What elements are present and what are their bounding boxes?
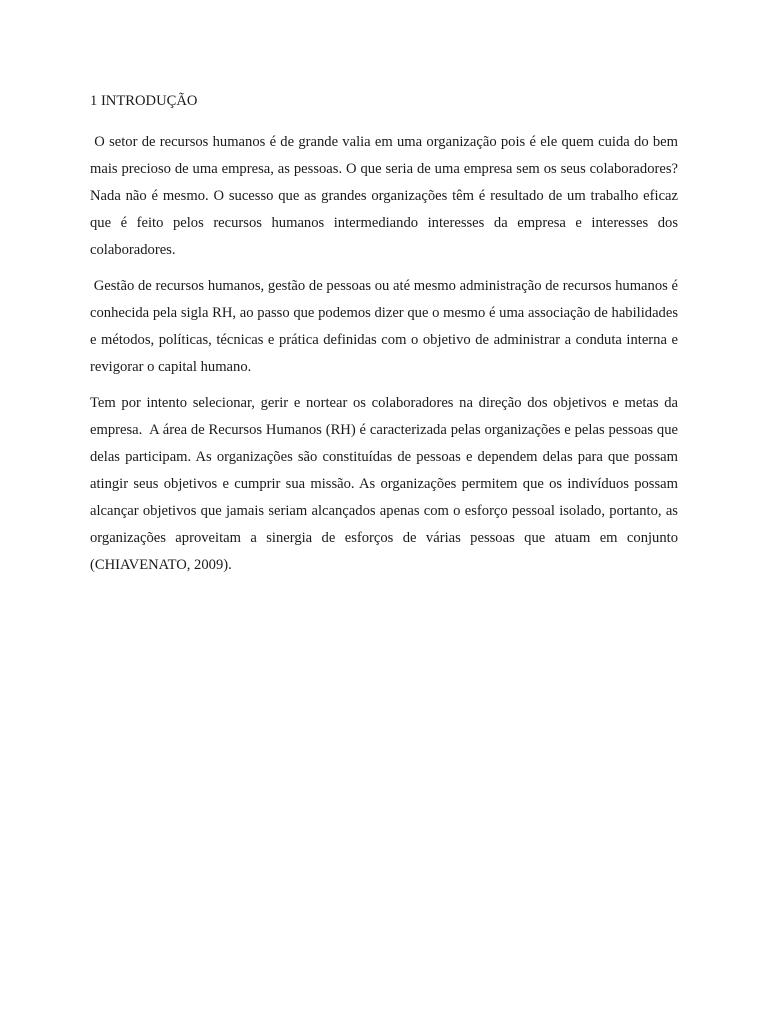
section-heading: 1 INTRODUÇÃO <box>90 93 198 109</box>
paragraph-3: Tem por intento selecionar, gerir e nortear os colaboradores na direção dos objetivos e metas da empresa. A área de Recursos Humanos (RH) é caracterizada pelas organizações e pelas pessoas que delas participam. As organizações são constituídas de pessoas e dependem delas para que possam atingir seus objetivos e cumprir sua missão. As organizações permitem que os indivíduos possam alcançar objetivos que jamais seriam alcançados apenas com o esforço pessoal isolado, portanto, as organizações aproveitam a sinergia de esforços de várias pessoas que atuam em conjunto (CHIAVENATO, 2009). <box>90 395 682 573</box>
paragraph-2: Gestão de recursos humanos, gestão de pessoas ou até mesmo administração de recursos humanos é conhecida pela sigla RH, ao passo que podemos dizer que o mesmo é uma associação de habilidades e métodos, políticas, técnicas e prática definidas com o objetivo de administrar a conduta interna e revigorar o capital humano. <box>90 278 682 375</box>
paragraph-1: O setor de recursos humanos é de grande valia em uma organização pois é ele quem cuida do bem mais precioso de uma empresa, as pessoas. O que seria de uma empresa sem os seus colaboradores? Nada não é mesmo. O sucesso que as grandes organizações têm é resultado de um trabalho eficaz que é feito pelos recursos humanos intermediando interesses da empresa e interesses dos colaboradores. <box>90 134 682 258</box>
